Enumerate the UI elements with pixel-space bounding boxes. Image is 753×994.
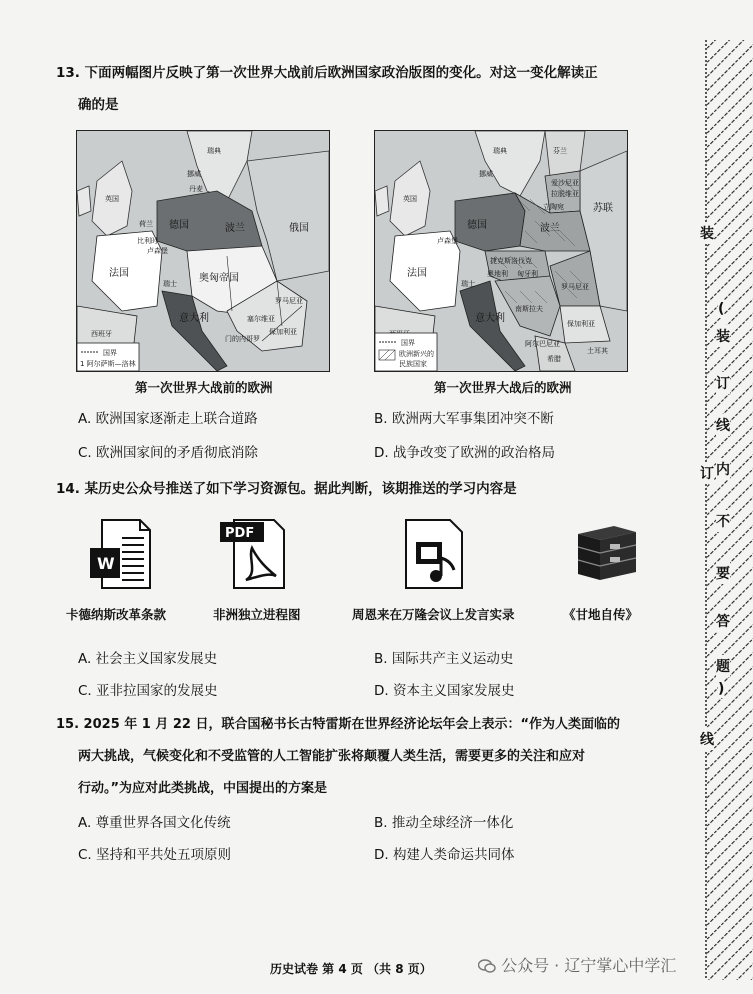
label-montenegro: 门的内哥罗 <box>225 335 260 343</box>
label-germany: 德国 <box>467 220 487 231</box>
label-finland: 芬兰 <box>553 147 567 155</box>
label-denmark: 丹麦 <box>189 185 203 193</box>
watermark <box>478 953 676 976</box>
q13-stem-line1: 13. 下面两幅图片反映了第一次世界大战前后欧洲国家政治版图的变化。对这一变化解读正 <box>56 65 598 81</box>
label-norway: 挪威 <box>187 170 201 178</box>
label-albania: 阿尔巴尼亚 <box>525 340 560 348</box>
map-after-wwi <box>374 130 628 372</box>
binding-text-zhuang2: 装 <box>716 325 730 347</box>
legend-alsace: 1 阿尔萨斯—洛林 <box>80 360 136 368</box>
q13-option-b[interactable]: B. 欧洲两大军事集团冲突不断 <box>374 411 554 427</box>
label-romania: 罗马尼亚 <box>561 283 589 291</box>
q13-option-d[interactable]: D. 战争改变了欧洲的政治格局 <box>374 445 555 461</box>
label-swiss: 瑞士 <box>461 280 475 288</box>
label-ussr: 苏联 <box>593 203 613 214</box>
label-czech: 捷克斯洛伐克 <box>490 257 532 265</box>
watermark-text: 公众号 · 辽宁掌心中学汇 <box>501 956 677 975</box>
legend-new-nations-2: 民族国家 <box>399 360 427 368</box>
q14-option-a[interactable]: A. 社会主义国家发展史 <box>78 651 218 667</box>
label-lithuania: 立陶宛 <box>543 203 564 211</box>
binding-text-paren-open: ( <box>718 301 725 317</box>
label-estonia: 爱沙尼亚 <box>551 179 579 187</box>
binding-text-da: 答 <box>716 610 730 632</box>
resource-label-word: 卡德纳斯改革条款 <box>66 607 167 622</box>
map-after-caption: 第一次世界大战后的欧洲 <box>434 380 572 395</box>
label-sweden: 瑞典 <box>207 147 221 155</box>
label-lux: 卢森堡 <box>147 247 168 255</box>
q13-stem-line2: 确的是 <box>78 97 119 113</box>
label-hungary: 匈牙利 <box>517 270 538 278</box>
label-belgium: 比利时 <box>137 237 158 245</box>
label-romania: 罗马尼亚 <box>275 297 303 305</box>
label-austria: 奥地利 <box>487 270 508 278</box>
binding-text-xian2: 线 <box>700 728 714 750</box>
legend-border: 国界 <box>401 339 415 347</box>
resource-label-pdf: 非洲独立进程图 <box>213 607 301 622</box>
page-footer: 历史试卷 第 4 页 （共 8 页） <box>270 962 432 976</box>
q14-option-b[interactable]: B. 国际共产主义运动史 <box>374 651 514 667</box>
q15-stem-line1: 15. 2025 年 1 月 22 日，联合国秘书长古特雷斯在世界经济论坛年会上表示：“作为人类面临的 <box>56 717 621 732</box>
label-yugoslavia: 南斯拉夫 <box>515 305 543 313</box>
binding-text-ding2: 订 <box>700 462 714 484</box>
resource-label-video: 周恩来在万隆会议上发言实录 <box>352 607 515 622</box>
word-doc-icon <box>88 518 152 590</box>
pdf-doc-icon <box>218 518 288 590</box>
binding-text-yao: 要 <box>716 562 730 584</box>
label-turkey: 土耳其 <box>587 347 608 355</box>
label-uk: 英国 <box>403 195 417 203</box>
label-france: 法国 <box>109 268 129 279</box>
label-poland: 波兰 <box>540 223 560 234</box>
word-badge: W <box>97 554 115 573</box>
label-latvia: 拉脱维亚 <box>551 190 579 198</box>
binding-text-xian: 线 <box>716 414 730 436</box>
label-spain: 西班牙 <box>91 330 112 338</box>
label-lux: 卢森堡 <box>437 237 458 245</box>
q15-stem-line2: 两大挑战，气候变化和不受监管的人工智能扩张将颠覆人类生活，需要更多的关注和应对 <box>78 749 586 764</box>
binding-text-bu: 不 <box>716 510 730 532</box>
binding-text-zhuang: 装 <box>700 222 714 244</box>
label-norway: 挪威 <box>479 170 493 178</box>
label-austria-hungary: 奥匈帝国 <box>199 273 239 284</box>
q14-option-c[interactable]: C. 亚非拉国家的发展史 <box>78 683 218 699</box>
q13-option-c[interactable]: C. 欧洲国家间的矛盾彻底消除 <box>78 445 259 461</box>
q15-option-b[interactable]: B. 推动全球经济一体化 <box>374 815 514 831</box>
q15-stem-line3: 行动。”为应对此类挑战，中国提出的方案是 <box>78 781 328 796</box>
binding-margin <box>698 0 753 994</box>
map-before-caption: 第一次世界大战前的欧洲 <box>135 380 273 395</box>
binding-text-paren-close: ) <box>718 681 725 697</box>
video-audio-file-icon <box>402 518 466 590</box>
binding-text-ti: 题 <box>716 655 730 677</box>
label-germany: 德国 <box>169 220 189 231</box>
legend-border: 国界 <box>103 349 117 357</box>
q15-option-a[interactable]: A. 尊重世界各国文化传统 <box>78 815 231 831</box>
binding-text-ding: 订 <box>716 372 730 394</box>
label-netherlands: 荷兰 <box>139 220 153 228</box>
legend-new-nations-1: 欧洲新兴的 <box>399 350 434 358</box>
q13-option-a[interactable]: A. 欧洲国家逐渐走上联合道路 <box>78 411 258 427</box>
q15-option-c[interactable]: C. 坚持和平共处五项原则 <box>78 847 232 863</box>
q14-stem: 14. 某历史公众号推送了如下学习资源包。据此判断，该期推送的学习内容是 <box>56 481 517 497</box>
label-russia: 俄国 <box>289 223 309 234</box>
label-sweden: 瑞典 <box>493 147 507 155</box>
wechat-icon <box>478 958 496 972</box>
label-france: 法国 <box>407 268 427 279</box>
q14-option-d[interactable]: D. 资本主义国家发展史 <box>374 683 515 699</box>
label-bulgaria: 保加利亚 <box>269 328 297 336</box>
map-before-wwi <box>76 130 330 372</box>
label-poland: 波兰 <box>225 223 245 234</box>
label-italy: 意大利 <box>475 313 505 324</box>
label-greece: 希腊 <box>547 355 561 363</box>
binding-text-nei: 内 <box>716 458 730 480</box>
q15-option-d[interactable]: D. 构建人类命运共同体 <box>374 847 515 863</box>
resource-label-books: 《甘地自传》 <box>563 607 639 622</box>
pdf-badge: PDF <box>225 526 255 541</box>
archive-books-icon <box>574 524 640 582</box>
label-italy: 意大利 <box>179 313 209 324</box>
label-bulgaria: 保加利亚 <box>567 320 595 328</box>
label-swiss: 瑞士 <box>163 280 177 288</box>
label-serbia: 塞尔维亚 <box>247 315 275 323</box>
label-uk: 英国 <box>105 195 119 203</box>
